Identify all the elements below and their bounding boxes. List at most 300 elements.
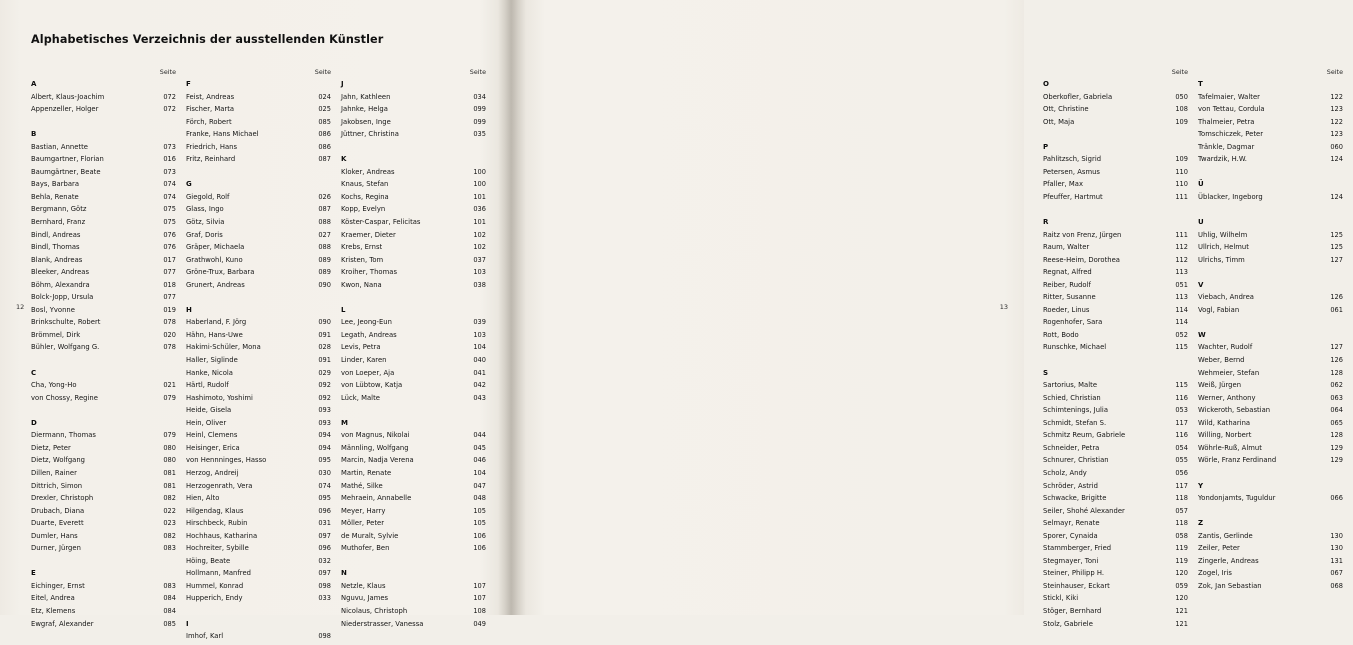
entry-page-number: 047	[473, 481, 486, 490]
artist-name: Heisinger, Erica	[186, 443, 240, 452]
page-column-label: Seite	[314, 68, 331, 76]
entry-page-number: 088	[318, 243, 331, 252]
index-entry[interactable]	[1043, 193, 1198, 206]
artist-name: Levis, Petra	[341, 343, 381, 352]
index-entry[interactable]	[341, 356, 496, 369]
index-entry[interactable]	[186, 482, 341, 495]
index-entry[interactable]	[31, 243, 186, 256]
index-entry[interactable]	[31, 193, 186, 206]
index-entry[interactable]	[1198, 293, 1353, 306]
index-entry[interactable]	[1043, 607, 1198, 620]
entry-page-number: 019	[163, 305, 176, 314]
index-entry[interactable]	[1043, 118, 1198, 131]
index-entry[interactable]	[341, 381, 496, 394]
artist-name: Sartorius, Malte	[1043, 381, 1098, 390]
index-entry[interactable]	[186, 369, 341, 382]
index-entry[interactable]	[341, 118, 496, 131]
index-entry[interactable]	[186, 557, 341, 570]
entry-page-number: 040	[473, 356, 486, 365]
index-entry[interactable]	[1043, 93, 1198, 106]
index-entry[interactable]	[31, 456, 186, 469]
index-entry[interactable]	[186, 231, 341, 244]
index-entry[interactable]	[186, 494, 341, 507]
artist-name: Nguvu, James	[341, 594, 389, 603]
letter-heading-t: T	[1198, 80, 1203, 88]
page-left	[0, 0, 512, 641]
index-entry[interactable]	[31, 431, 186, 444]
index-entry[interactable]	[341, 494, 496, 507]
artist-name: Heide, Gisela	[186, 406, 232, 415]
artist-name: von Magnus, Nikolai	[341, 431, 410, 440]
artist-name: Bleeker, Andreas	[31, 268, 90, 277]
index-entry[interactable]	[1198, 105, 1353, 118]
entry-page-number: 108	[1175, 105, 1188, 114]
letter-heading-d: D	[31, 418, 37, 427]
index-entry[interactable]	[31, 155, 186, 168]
artist-name: Vogl, Fabian	[1198, 305, 1240, 314]
index-entry[interactable]	[1043, 494, 1198, 507]
artist-name: Brömmel, Dirk	[31, 330, 81, 339]
entry-page-number: 074	[163, 192, 176, 201]
entry-page-number: 090	[318, 318, 331, 327]
entry-page-number: 074	[318, 481, 331, 490]
index-entry[interactable]	[341, 431, 496, 444]
artist-name: Dillen, Rainer	[31, 468, 77, 477]
index-entry[interactable]	[341, 507, 496, 520]
index-entry[interactable]	[1198, 155, 1353, 168]
artist-name: Zeiler, Peter	[1198, 544, 1240, 553]
index-entry[interactable]	[1198, 394, 1353, 407]
artist-name: Schwacke, Brigitte	[1043, 494, 1107, 503]
index-entry[interactable]	[186, 143, 341, 156]
entry-page-number: 049	[473, 619, 486, 628]
index-entry[interactable]	[1043, 231, 1198, 244]
column-header	[1198, 68, 1353, 80]
entry-page-number: 123	[1330, 105, 1343, 114]
index-entry[interactable]	[341, 243, 496, 256]
index-entry[interactable]	[31, 519, 186, 532]
artist-name: Zingerle, Andreas	[1198, 556, 1259, 565]
letter-heading-o: O	[1043, 80, 1049, 88]
index-entry[interactable]	[31, 281, 186, 294]
index-entry[interactable]	[1043, 544, 1198, 557]
index-entry[interactable]	[1043, 482, 1198, 495]
index-entry[interactable]	[1198, 406, 1353, 419]
index-entry[interactable]	[31, 444, 186, 457]
index-entry[interactable]	[1043, 105, 1198, 118]
index-entry[interactable]	[341, 331, 496, 344]
index-entry[interactable]	[341, 205, 496, 218]
artist-name: de Muralt, Sylvie	[341, 531, 399, 540]
letter-heading-h: H	[186, 305, 192, 314]
letter-heading-k: K	[341, 155, 347, 164]
index-entry[interactable]	[31, 168, 186, 181]
index-entry[interactable]	[186, 105, 341, 118]
index-entry[interactable]	[1198, 582, 1353, 595]
index-entry[interactable]	[186, 569, 341, 582]
artist-name: Härtl, Rudolf	[186, 381, 229, 390]
index-entry[interactable]	[31, 256, 186, 269]
artist-name: Baumgartner, Florian	[31, 155, 104, 164]
index-entry[interactable]	[1198, 231, 1353, 244]
index-entry[interactable]	[31, 180, 186, 193]
index-entry[interactable]	[341, 544, 496, 557]
index-entry[interactable]	[1043, 343, 1198, 356]
index-entry[interactable]	[1198, 532, 1353, 545]
index-entry[interactable]	[1198, 93, 1353, 106]
entry-page-number: 045	[473, 443, 486, 452]
index-entry[interactable]	[1043, 306, 1198, 319]
letter-heading-u: U	[1198, 218, 1204, 227]
index-entry[interactable]	[341, 594, 496, 607]
index-entry[interactable]	[341, 281, 496, 294]
entry-page-number: 125	[1330, 230, 1343, 239]
artist-name: Kloker, Andreas	[341, 167, 395, 176]
artist-name: Rott, Bodo	[1043, 330, 1079, 339]
entry-page-number: 114	[1175, 305, 1188, 314]
index-entry[interactable]	[341, 607, 496, 620]
artist-name: Appenzeller, Holger	[31, 105, 99, 114]
index-entry[interactable]	[31, 143, 186, 156]
artist-name: Zantis, Gerlinde	[1198, 531, 1253, 540]
index-entry[interactable]	[186, 193, 341, 206]
letter-heading-w: W	[1198, 330, 1206, 339]
artist-name: Eichinger, Ernst	[31, 581, 85, 590]
index-entry[interactable]	[1043, 431, 1198, 444]
index-entry[interactable]	[186, 356, 341, 369]
index-entry[interactable]	[341, 105, 496, 118]
index-entry[interactable]	[1198, 306, 1353, 319]
index-entry[interactable]	[341, 193, 496, 206]
entry-page-number: 117	[1175, 481, 1188, 490]
index-entry[interactable]	[186, 519, 341, 532]
entry-page-number: 127	[1330, 255, 1343, 264]
index-entry[interactable]	[341, 168, 496, 181]
index-entry[interactable]	[31, 532, 186, 545]
index-entry[interactable]	[1198, 243, 1353, 256]
page-column-label: Seite	[1171, 68, 1188, 76]
index-entry[interactable]	[186, 419, 341, 432]
letter-heading-ü: Ü	[1198, 180, 1204, 189]
entry-page-number: 095	[318, 456, 331, 465]
index-entry[interactable]	[341, 519, 496, 532]
index-entry[interactable]	[31, 105, 186, 118]
index-entry[interactable]	[186, 507, 341, 520]
index-entry[interactable]	[1043, 532, 1198, 545]
index-entry[interactable]	[31, 293, 186, 306]
index-entry[interactable]	[1043, 519, 1198, 532]
index-column	[186, 68, 341, 645]
artist-name: Üblacker, Ingeborg	[1198, 192, 1263, 201]
artist-name: Netzle, Klaus	[341, 581, 386, 590]
index-entry[interactable]	[1198, 256, 1353, 269]
index-entry[interactable]	[31, 218, 186, 231]
artist-name: Stammberger, Fried	[1043, 544, 1112, 553]
index-entry[interactable]	[186, 130, 341, 143]
index-entry[interactable]	[31, 507, 186, 520]
index-entry[interactable]	[186, 582, 341, 595]
index-entry[interactable]	[1043, 406, 1198, 419]
artist-name: Stöger, Bernhard	[1043, 606, 1102, 615]
artist-name: von Loeper, Aja	[341, 368, 395, 377]
index-entry[interactable]	[31, 607, 186, 620]
artist-name: von Tettau, Cordula	[1198, 105, 1265, 114]
index-column	[1043, 68, 1198, 632]
artist-name: Kopp, Evelyn	[341, 205, 386, 214]
index-entry[interactable]	[1043, 243, 1198, 256]
entry-page-number: 076	[163, 243, 176, 252]
entry-page-number: 033	[318, 594, 331, 603]
section-spacer	[1198, 205, 1353, 218]
artist-name: Wachter, Rudolf	[1198, 343, 1253, 352]
index-entry[interactable]	[31, 381, 186, 394]
index-entry[interactable]	[31, 205, 186, 218]
artist-name: Pahlitzsch, Sigrid	[1043, 155, 1102, 164]
index-entry[interactable]	[186, 256, 341, 269]
index-entry[interactable]	[1043, 281, 1198, 294]
artist-name: Bindl, Andreas	[31, 230, 81, 239]
entry-page-number: 080	[163, 456, 176, 465]
entry-page-number: 055	[1175, 456, 1188, 465]
index-entry[interactable]	[341, 482, 496, 495]
index-entry[interactable]	[186, 469, 341, 482]
page-column-label: Seite	[1326, 68, 1343, 76]
entry-page-number: 072	[163, 105, 176, 114]
index-entry[interactable]	[1198, 369, 1353, 382]
index-entry[interactable]	[1198, 494, 1353, 507]
artist-name: Brinkschulte, Robert	[31, 318, 101, 327]
entry-page-number: 129	[1330, 443, 1343, 452]
index-entry[interactable]	[1043, 444, 1198, 457]
index-entry[interactable]	[31, 331, 186, 344]
index-entry[interactable]	[1198, 356, 1353, 369]
index-entry[interactable]	[186, 93, 341, 106]
index-entry[interactable]	[186, 281, 341, 294]
index-entry[interactable]	[31, 494, 186, 507]
artist-name: Schnurer, Christian	[1043, 456, 1109, 465]
index-entry[interactable]	[186, 155, 341, 168]
artist-name: Götz, Silvia	[186, 218, 225, 227]
entry-page-number: 102	[473, 230, 486, 239]
artist-name: Kraemer, Dieter	[341, 230, 396, 239]
index-entry[interactable]	[31, 343, 186, 356]
entry-page-number: 085	[163, 619, 176, 628]
entry-page-number: 105	[473, 519, 486, 528]
index-entry[interactable]	[1198, 193, 1353, 206]
entry-page-number: 088	[318, 218, 331, 227]
entry-page-number: 079	[163, 393, 176, 402]
entry-page-number: 082	[163, 494, 176, 503]
index-entry[interactable]	[31, 268, 186, 281]
artist-name: Hochreiter, Sybille	[186, 544, 249, 553]
artist-name: Krebs, Ernst	[341, 243, 383, 252]
index-entry[interactable]	[186, 431, 341, 444]
artist-name: Yondonjamts, Tuguldur	[1198, 494, 1276, 503]
index-entry[interactable]	[31, 93, 186, 106]
index-entry[interactable]	[341, 620, 496, 633]
index-entry[interactable]	[186, 544, 341, 557]
entry-page-number: 034	[473, 92, 486, 101]
artist-name: Jakobsen, Inge	[341, 117, 391, 126]
index-entry[interactable]	[186, 594, 341, 607]
index-entry[interactable]	[186, 632, 341, 645]
index-entry[interactable]	[1043, 557, 1198, 570]
index-entry[interactable]	[1198, 143, 1353, 156]
entry-page-number: 103	[473, 268, 486, 277]
artist-name: Cha, Yong-Ho	[31, 381, 77, 390]
artist-name: Knaus, Stefan	[341, 180, 389, 189]
entry-page-number: 129	[1330, 456, 1343, 465]
index-entry[interactable]	[31, 544, 186, 557]
entry-page-number: 076	[163, 230, 176, 239]
artist-name: Duarte, Everett	[31, 519, 84, 528]
entry-page-number: 107	[473, 594, 486, 603]
index-entry[interactable]	[341, 218, 496, 231]
section-spacer	[31, 557, 186, 570]
index-entry[interactable]	[1198, 130, 1353, 143]
entry-page-number: 119	[1175, 544, 1188, 553]
index-entry[interactable]	[186, 205, 341, 218]
section-spacer	[341, 406, 496, 419]
artist-name: Wöhrle-Ruß, Almut	[1198, 443, 1262, 452]
index-entry[interactable]	[341, 256, 496, 269]
entry-page-number: 118	[1175, 494, 1188, 503]
index-entry[interactable]	[1043, 569, 1198, 582]
index-entry[interactable]	[341, 231, 496, 244]
index-entry[interactable]	[341, 469, 496, 482]
index-entry[interactable]	[1043, 582, 1198, 595]
index-entry[interactable]	[1043, 594, 1198, 607]
artist-name: Hashimoto, Yoshimi	[186, 393, 253, 402]
entry-page-number: 023	[163, 519, 176, 528]
entry-page-number: 103	[473, 330, 486, 339]
index-entry[interactable]	[31, 318, 186, 331]
entry-page-number: 111	[1175, 192, 1188, 201]
index-entry[interactable]	[1198, 381, 1353, 394]
index-entry[interactable]	[186, 532, 341, 545]
index-entry[interactable]	[31, 620, 186, 633]
index-entry[interactable]	[1198, 343, 1353, 356]
index-entry[interactable]	[1043, 268, 1198, 281]
index-entry[interactable]	[341, 180, 496, 193]
index-entry[interactable]	[1043, 180, 1198, 193]
index-entry[interactable]	[1043, 469, 1198, 482]
entry-page-number: 035	[473, 130, 486, 139]
index-entry[interactable]	[31, 594, 186, 607]
index-entry[interactable]	[186, 381, 341, 394]
index-entry[interactable]	[1043, 318, 1198, 331]
index-entry[interactable]	[341, 130, 496, 143]
index-entry[interactable]	[341, 394, 496, 407]
entry-page-number: 093	[318, 406, 331, 415]
artist-name: Fischer, Marta	[186, 105, 235, 114]
artist-name: Oberkofler, Gabriela	[1043, 92, 1113, 101]
index-entry[interactable]	[1198, 444, 1353, 457]
index-entry[interactable]	[1043, 331, 1198, 344]
index-entry[interactable]	[1198, 557, 1353, 570]
index-column	[1198, 68, 1353, 632]
index-entry[interactable]	[1043, 394, 1198, 407]
artist-name: Raum, Walter	[1043, 243, 1090, 252]
index-entry[interactable]	[31, 582, 186, 595]
entry-page-number: 072	[163, 92, 176, 101]
entry-page-number: 039	[473, 318, 486, 327]
index-entry[interactable]	[1198, 544, 1353, 557]
index-entry[interactable]	[31, 482, 186, 495]
letter-heading-r: R	[1043, 218, 1049, 227]
index-entry[interactable]	[1198, 456, 1353, 469]
entry-page-number: 027	[318, 230, 331, 239]
index-entry[interactable]	[186, 406, 341, 419]
section-spacer	[1198, 469, 1353, 482]
index-entry[interactable]	[341, 582, 496, 595]
index-entry[interactable]	[1043, 168, 1198, 181]
entry-page-number: 087	[318, 155, 331, 164]
entry-page-number: 094	[318, 443, 331, 452]
index-entry[interactable]	[186, 243, 341, 256]
index-entry[interactable]	[341, 268, 496, 281]
index-entry[interactable]	[341, 369, 496, 382]
index-entry[interactable]	[341, 93, 496, 106]
index-entry[interactable]	[31, 231, 186, 244]
entry-page-number: 122	[1330, 92, 1343, 101]
index-entry[interactable]	[1043, 155, 1198, 168]
index-entry[interactable]	[186, 118, 341, 131]
index-entry[interactable]	[1043, 256, 1198, 269]
index-entry[interactable]	[1043, 381, 1198, 394]
index-entry[interactable]	[341, 343, 496, 356]
index-entry[interactable]	[186, 318, 341, 331]
index-entry[interactable]	[1043, 620, 1198, 633]
index-entry[interactable]	[186, 343, 341, 356]
artist-name: Regnat, Alfred	[1043, 268, 1092, 277]
artist-name: Ritter, Susanne	[1043, 293, 1096, 302]
index-entry[interactable]	[1198, 431, 1353, 444]
index-entry[interactable]	[186, 394, 341, 407]
index-entry[interactable]	[341, 444, 496, 457]
index-entry[interactable]	[186, 444, 341, 457]
index-entry[interactable]	[186, 456, 341, 469]
index-entry[interactable]	[1043, 507, 1198, 520]
index-entry[interactable]	[186, 218, 341, 231]
index-entry[interactable]	[186, 331, 341, 344]
artist-name: Sporer, Cynaida	[1043, 531, 1098, 540]
index-entry[interactable]	[1198, 419, 1353, 432]
artist-name: Kochs, Regina	[341, 192, 389, 201]
index-entry[interactable]	[341, 532, 496, 545]
artist-name: Gräper, Michaela	[186, 243, 245, 252]
index-entry[interactable]	[341, 456, 496, 469]
entry-page-number: 078	[163, 318, 176, 327]
entry-page-number: 044	[473, 431, 486, 440]
entry-page-number: 090	[318, 280, 331, 289]
index-entry[interactable]	[1198, 569, 1353, 582]
index-entry[interactable]	[1043, 419, 1198, 432]
index-entry[interactable]	[1198, 118, 1353, 131]
entry-page-number: 083	[163, 544, 176, 553]
section-spacer	[1198, 318, 1353, 331]
index-entry[interactable]	[31, 306, 186, 319]
index-entry[interactable]	[341, 318, 496, 331]
index-entry[interactable]	[186, 268, 341, 281]
artist-name: von Hennninges, Hasso	[186, 456, 267, 465]
artist-name: Schimtenings, Julia	[1043, 406, 1109, 415]
index-entry[interactable]	[31, 469, 186, 482]
index-entry[interactable]	[31, 394, 186, 407]
entry-page-number: 125	[1330, 243, 1343, 252]
index-entry[interactable]	[1043, 456, 1198, 469]
index-entry[interactable]	[1043, 293, 1198, 306]
